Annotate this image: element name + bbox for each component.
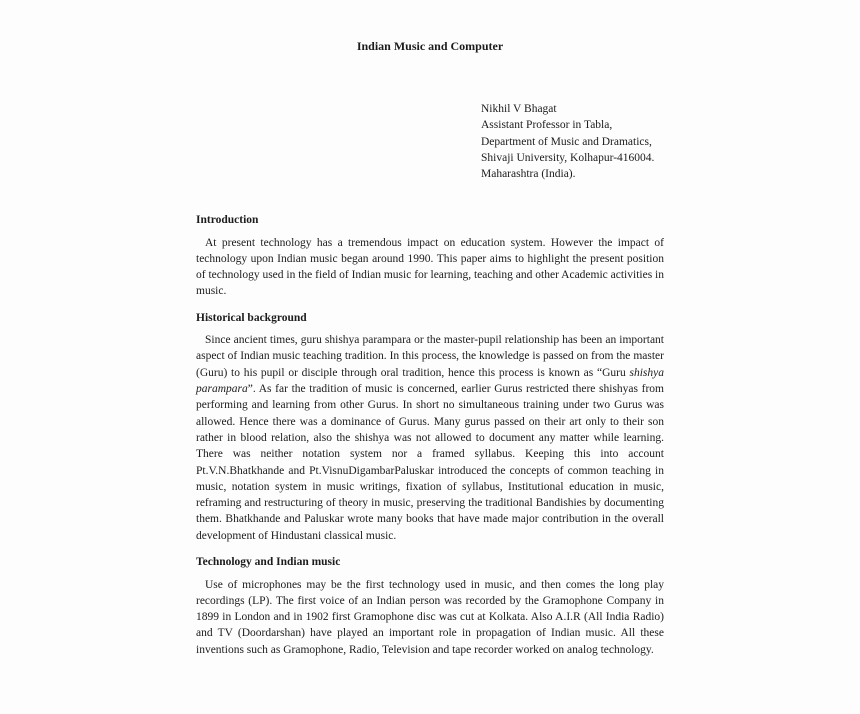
section-historical-background	[196, 310, 664, 544]
paper-body	[196, 212, 664, 668]
section-technology	[196, 554, 664, 658]
section-introduction	[196, 212, 664, 300]
section-paragraph: Use of microphones may be the first technology used in music, and then comes the long play recordings (LP). The first voice of an Indian person was recorded by the Gramophone Company in 1899 in London and in 1902 first Gramophone disc was cut at Kolkata. Also A.I.R (All India Radio) and TV (Doordarshan) have played an important role in propagation of Indian music. All these inventions such as Gramophone, Radio, Television and tape recorder worked on analog technology.	[196, 578, 664, 656]
author-university: Shivaji University, Kolhapur-416004.	[481, 151, 655, 164]
paragraph-text: ”. As far the tradition of music is concerned, earlier Gurus restricted there shishyas from performing and learning from other Gurus. In short no simultaneous training under two Gurus was allowed. Hence there was a dominance of Gurus. Many gurus passed on their art only to their son rather in blood relation, also the shishya was not allowed to document any matter while learning. There was neither notation system nor a framed syllabus. Keeping this into account Pt.V.N.Bhatkhande and Pt.VisnuDigambarPaluskar introduced the concepts of common teaching in music, notation system in music writings, fixation of syllabus, Institutional education in music, reframing and restructuring of theory in music, preserving the traditional Bandishies by documenting them. Bhatkhande and Paluskar wrote many books that have made major contribution in the overall development of Hindustani classical music.	[196, 383, 664, 542]
author-department: Department of Music and Dramatics,	[481, 135, 652, 148]
author-block	[481, 101, 654, 182]
author-position: Assistant Professor in Tabla,	[481, 119, 613, 132]
paper-title: Indian Music and Computer	[356, 39, 504, 53]
author-state: Maharashtra (India).	[481, 168, 576, 181]
section-paragraph: At present technology has a tremendous impact on education system. However the impact of technology upon Indian music began around 1990. This paper aims to highlight the present position of technology used in the field of Indian music for learning, teaching and other Academic activities in music.	[196, 236, 664, 298]
section-paragraph	[196, 332, 664, 544]
section-heading: Historical background	[196, 311, 307, 324]
section-heading: Technology and Indian music	[196, 556, 341, 569]
paragraph-text: Since ancient times, guru shishya parampara or the master-pupil relationship has been an important aspect of Indian music teaching tradition. In this process, the knowledge is passed on from the master (Guru) to his pupil or disciple through oral tradition, hence this process is known as “Guru	[196, 334, 664, 379]
author-name: Nikhil V Bhagat	[481, 103, 557, 115]
section-heading: Introduction	[196, 214, 259, 226]
italic-term: shishya parampara	[196, 366, 664, 396]
